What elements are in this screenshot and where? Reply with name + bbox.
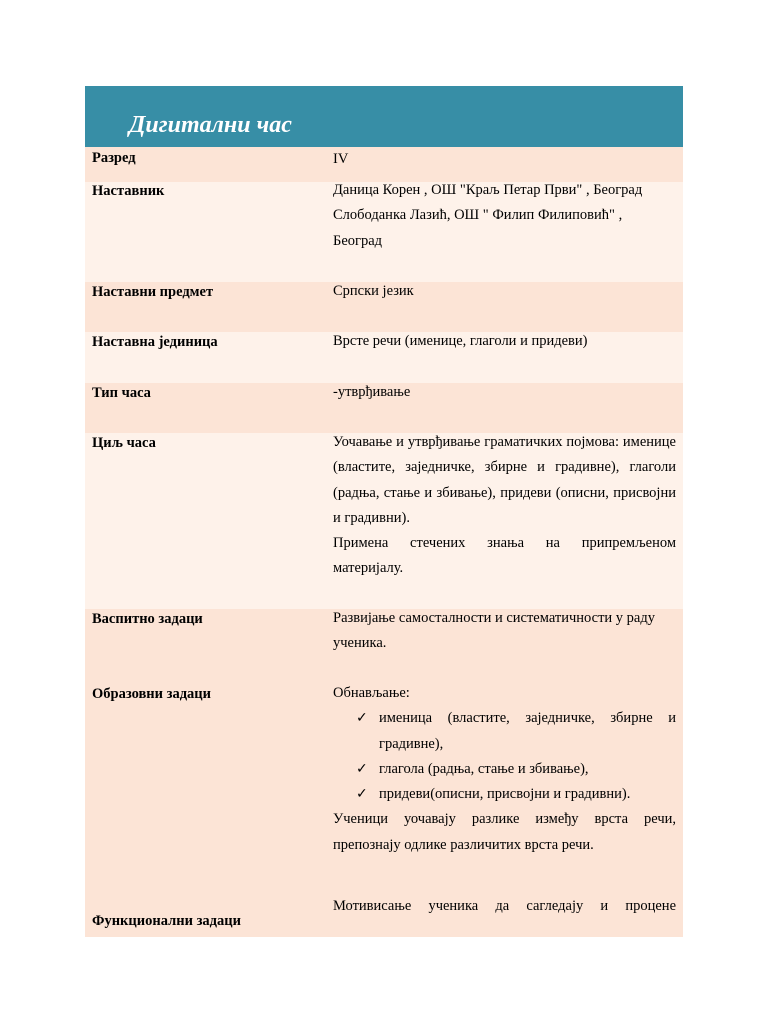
page-title: Дигитални час (129, 112, 292, 138)
lesson-goal-label: Циљ часа (92, 435, 156, 451)
learning-tasks-outro: Ученици уочавају разлике између врста речи, препознају одлике различитих врста речи. (333, 811, 676, 853)
learning-tasks-label: Образовни задаци (92, 686, 212, 702)
row-lesson-type (85, 383, 683, 433)
row-subject (85, 282, 683, 332)
learning-tasks-intro: Обнављање: (333, 685, 410, 701)
learning-tasks-bullet-1: именица (властите, заједничке, збирне и градивне), (379, 710, 676, 752)
lesson-goal-value (333, 430, 676, 582)
lesson-goal-paragraph-1: Уочавање и утврђивање граматичких појмова: именице (властите, заједничке, збирне и градивне), глаголи (радња, стање и збивање), придеви (описни, присвојни и градивни). (333, 434, 676, 526)
lesson-goal-paragraph-2: Примена стечених знања на припремљеном материјалу. (333, 535, 676, 577)
grade-label: Разред (92, 150, 136, 166)
lesson-unit-value: Врсте речи (именице, глаголи и придеви) (333, 333, 588, 349)
teacher-value (333, 178, 676, 254)
check-icon: ✓ (356, 786, 368, 803)
check-icon: ✓ (356, 710, 368, 727)
row-grade (85, 147, 683, 182)
functional-tasks-label: Функционални задаци (92, 913, 241, 929)
learning-tasks-bullet-2: глагола (радња, стање и збивање), (379, 760, 589, 777)
row-functional-tasks (85, 896, 683, 937)
teacher-line-1: Даница Корен , ОШ "Краљ Петар Први" , Београд (333, 182, 643, 198)
lesson-unit-label: Наставна јединица (92, 334, 218, 350)
row-teacher (85, 182, 683, 282)
grade-value: IV (333, 151, 349, 167)
teacher-line-3: Београд (333, 232, 383, 249)
functional-tasks-value: Мотивисање ученика да сагледају и процене (333, 898, 676, 914)
row-lesson-goal (85, 433, 683, 609)
teacher-label: Наставник (92, 183, 165, 199)
educational-tasks-value: Развијање самосталности и систематичности у раду ученика. (333, 610, 655, 652)
row-educational-tasks (85, 609, 683, 684)
check-icon: ✓ (356, 760, 368, 777)
lesson-header (85, 86, 683, 147)
learning-tasks-value (333, 681, 676, 858)
lesson-type-value: -утврђивање (333, 384, 411, 400)
lesson-type-label: Тип часа (92, 385, 151, 401)
educational-tasks-label: Васпитно задаци (92, 611, 203, 627)
list-item (333, 782, 676, 807)
subject-value: Српски језик (333, 283, 414, 299)
row-learning-tasks (85, 684, 683, 896)
teacher-line-2: Слободанка Лазић, ОШ " Филип Филиповић" , (333, 207, 623, 224)
list-item (333, 757, 676, 782)
list-item (333, 706, 676, 757)
subject-label: Наставни предмет (92, 284, 214, 300)
learning-tasks-bullet-3: придеви(описни, присвојни и градивни). (379, 786, 631, 803)
row-lesson-unit (85, 332, 683, 383)
